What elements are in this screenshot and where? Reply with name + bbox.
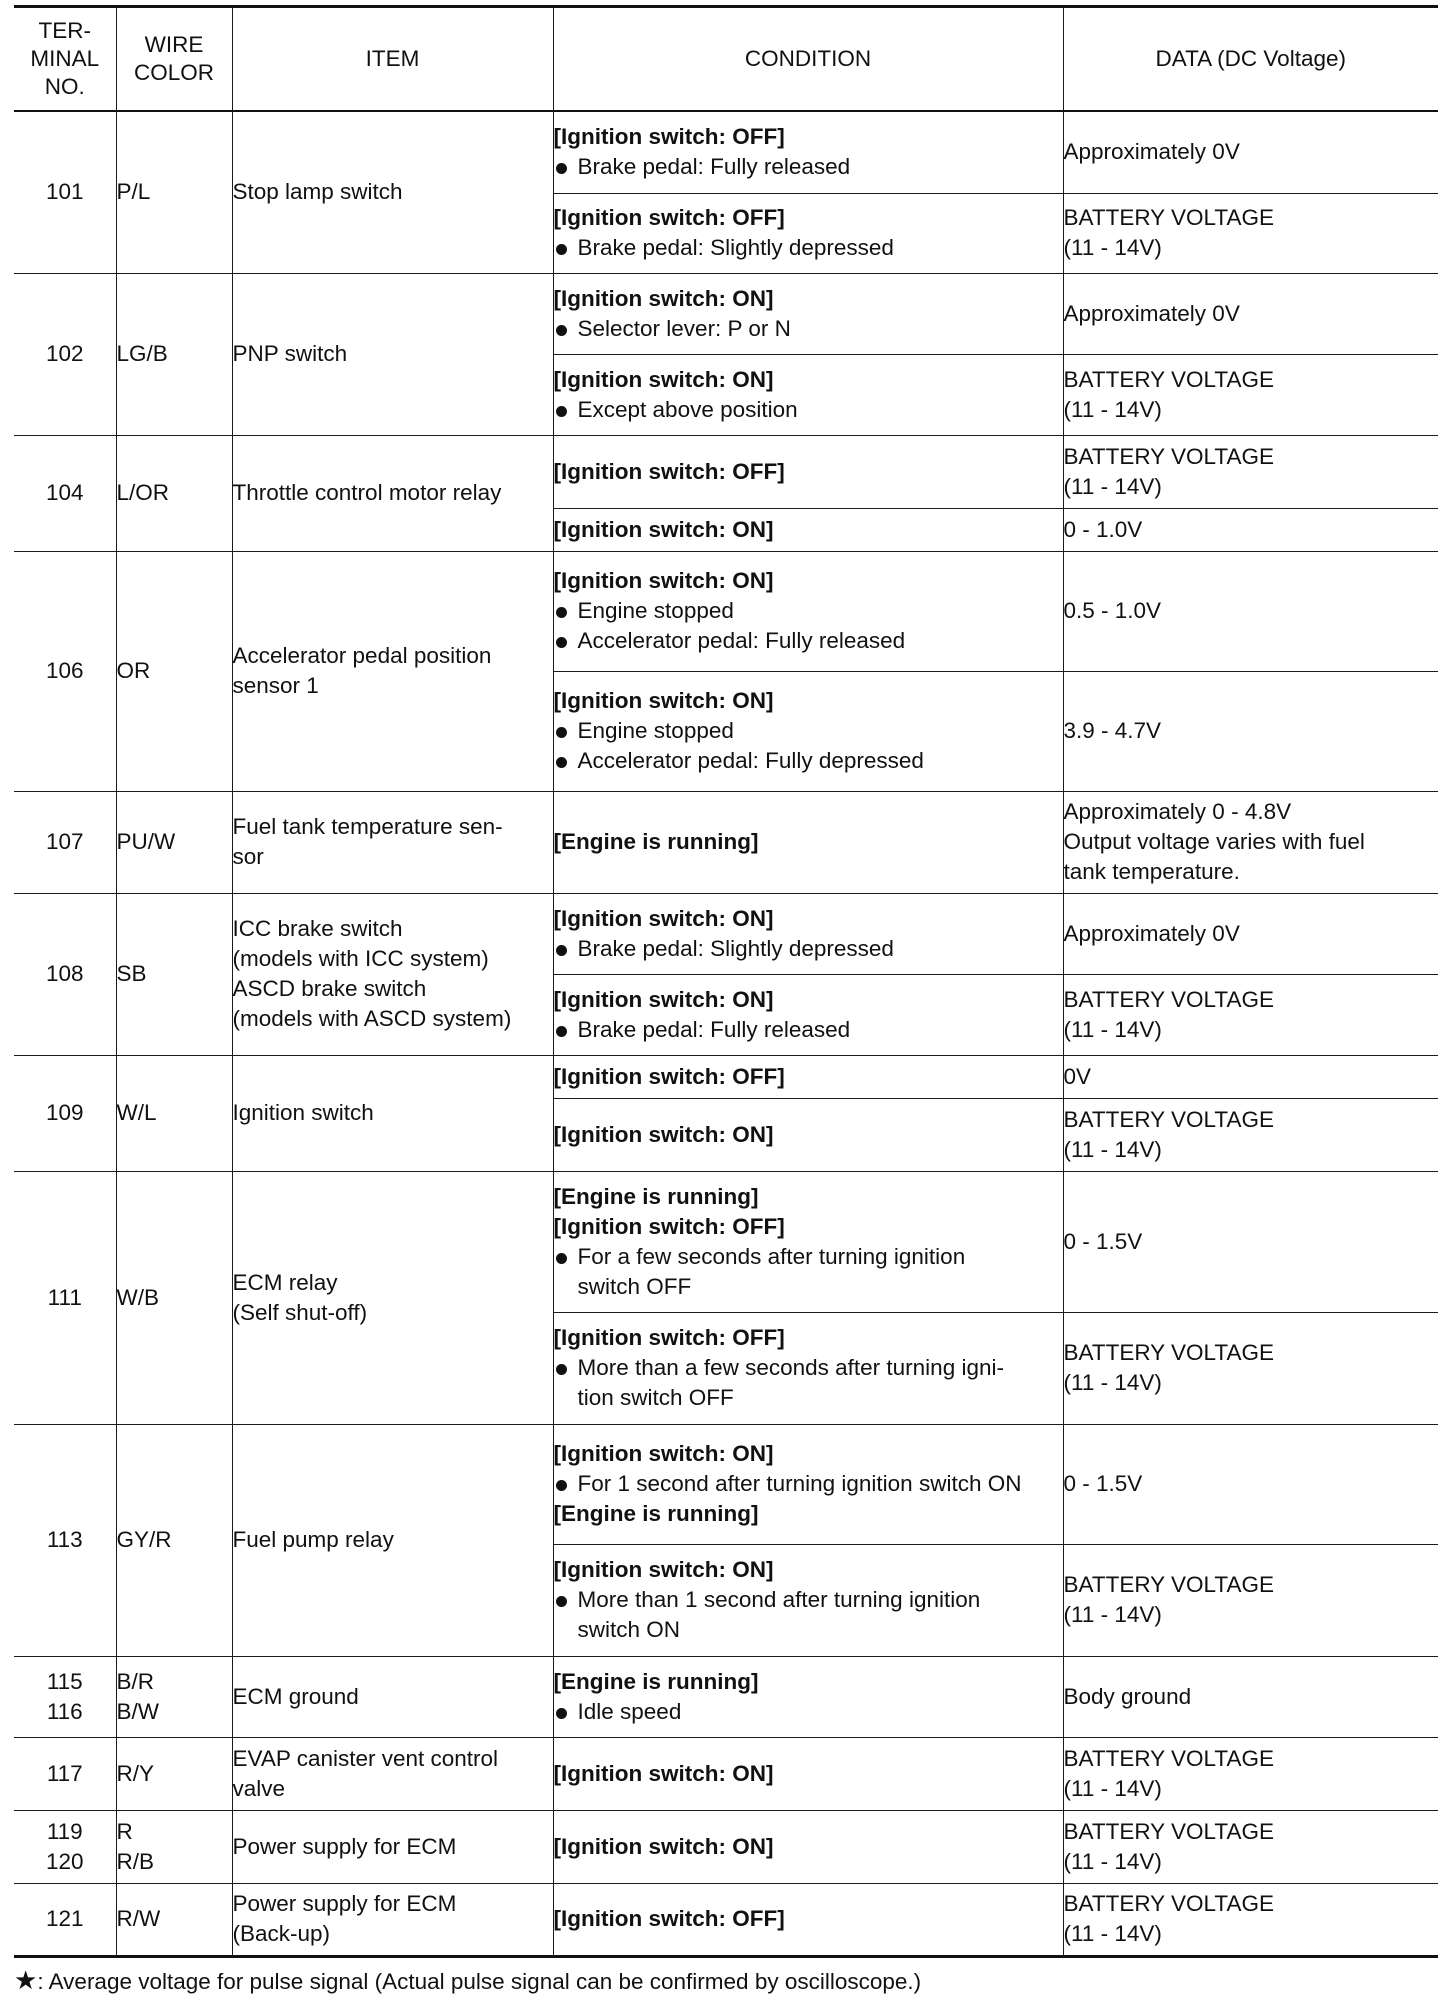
terminal-cell: 106 [14, 551, 116, 791]
item-cell [232, 893, 553, 1055]
item-line: ASCD brake switch [232, 976, 427, 1001]
item-line: Fuel tank temperature sen- [232, 814, 503, 839]
condition-bullet-line: switch OFF [577, 1273, 692, 1299]
condition-bullet: Idle speed [554, 1697, 1063, 1727]
item-cell: Throttle control motor relay [232, 435, 553, 551]
data-line: BATTERY VOLTAGE [1063, 1891, 1274, 1916]
condition-heading: [Engine is running] [553, 829, 759, 854]
condition-heading: [Ignition switch: ON] [553, 1833, 774, 1859]
data-cell: 0 - 1.5V [1063, 1424, 1438, 1544]
wire-color-cell: GY/R [116, 1424, 232, 1656]
item-line: (Self shut-off) [232, 1299, 368, 1325]
data-line: BATTERY VOLTAGE [1063, 986, 1274, 1012]
data-line: BATTERY VOLTAGE [1063, 443, 1274, 469]
data-cell: 0.5 - 1.0V [1063, 551, 1438, 671]
table-row [14, 111, 1438, 193]
header-terminal-line-1: TER- [38, 18, 91, 43]
condition-cell [553, 354, 1063, 435]
wire-color-cell: OR [116, 551, 232, 791]
condition-heading: [Ignition switch: OFF] [553, 1325, 785, 1350]
table-row [14, 1424, 1438, 1544]
condition-heading: [Ignition switch: ON] [553, 986, 774, 1012]
wire-line: R [116, 1818, 133, 1844]
condition-heading: [Engine is running] [553, 1183, 759, 1209]
item-line: (Back-up) [232, 1921, 331, 1946]
terminal-cell: 107 [14, 791, 116, 893]
item-cell: ECM ground [232, 1656, 553, 1737]
condition-bullet: Except above position [554, 395, 1063, 425]
wire-color-cell: P/L [116, 111, 232, 273]
table-row [14, 1737, 1438, 1810]
data-cell [1063, 193, 1438, 273]
data-line: BATTERY VOLTAGE [1063, 1572, 1274, 1597]
data-line: BATTERY VOLTAGE [1063, 1106, 1274, 1132]
data-cell: Approximately 0V [1063, 273, 1438, 354]
wire-line: B/R [116, 1668, 155, 1694]
condition-cell [553, 791, 1063, 893]
data-cell [1063, 435, 1438, 508]
condition-bullet-line: More than 1 second after turning ignition [577, 1587, 981, 1612]
wire-color-cell: PU/W [116, 791, 232, 893]
item-cell [232, 791, 553, 893]
condition-heading: [Ignition switch: OFF] [553, 1063, 785, 1089]
header-wire-color [116, 7, 232, 112]
data-cell [1063, 974, 1438, 1055]
terminal-cell: 113 [14, 1424, 116, 1656]
condition-bullet-line: For a few seconds after turning ignition [577, 1243, 966, 1269]
condition-heading: [Ignition switch: ON] [553, 1441, 774, 1466]
header-terminal-line-2: MINAL [30, 46, 100, 71]
condition-cell [553, 273, 1063, 354]
data-cell [1063, 1098, 1438, 1171]
item-cell: Power supply for ECM [232, 1810, 553, 1883]
condition-heading: [Ignition switch: ON] [553, 568, 774, 593]
terminal-cell [14, 1810, 116, 1883]
condition-cell [553, 1883, 1063, 1956]
condition-bullet: Brake pedal: Slightly depressed [554, 233, 1063, 263]
table-row [14, 1171, 1438, 1312]
condition-bullet: Brake pedal: Slightly depressed [554, 934, 1063, 964]
data-line: (11 - 14V) [1063, 1921, 1162, 1946]
item-cell: Ignition switch [232, 1055, 553, 1171]
condition-heading: [Ignition switch: OFF] [553, 458, 785, 484]
condition-cell [553, 1312, 1063, 1424]
header-wire-line-1: WIRE [144, 32, 204, 57]
terminal-cell: 121 [14, 1883, 116, 1956]
condition-heading: [Engine is running] [553, 1501, 759, 1526]
header-data: DATA (DC Voltage) [1063, 7, 1438, 112]
item-line: Power supply for ECM [232, 1891, 457, 1916]
condition-bullet [554, 1353, 1063, 1413]
condition-bullet [554, 1242, 1063, 1302]
table-row [14, 273, 1438, 354]
table-row [14, 1656, 1438, 1737]
data-cell [1063, 354, 1438, 435]
condition-bullet: Selector lever: P or N [554, 314, 1063, 344]
header-row [14, 7, 1438, 112]
item-line: sensor 1 [232, 673, 319, 698]
terminal-cell: 104 [14, 435, 116, 551]
condition-bullet-line: More than a few seconds after turning igni- [577, 1355, 1004, 1380]
item-line: ICC brake switch [232, 916, 403, 941]
data-line: (11 - 14V) [1063, 1602, 1162, 1627]
condition-heading: [Ignition switch: OFF] [553, 1213, 785, 1239]
header-terminal-line-3: NO. [44, 74, 85, 99]
condition-bullet-line: switch ON [577, 1617, 681, 1642]
data-line: (11 - 14V) [1063, 1848, 1162, 1874]
footnote-text: : Average voltage for pulse signal (Actual pulse signal can be confirmed by oscilloscope.) [37, 1969, 922, 1994]
data-line: BATTERY VOLTAGE [1063, 366, 1274, 392]
data-line: (11 - 14V) [1063, 1016, 1162, 1042]
condition-cell [553, 1656, 1063, 1737]
condition-bullet: Brake pedal: Fully released [554, 152, 1063, 182]
wire-color-cell [116, 1810, 232, 1883]
item-line: sor [232, 844, 264, 869]
ecm-terminal-reference-document [14, 5, 1438, 1958]
condition-heading: [Ignition switch: ON] [553, 1121, 774, 1147]
header-condition: CONDITION [553, 7, 1063, 112]
data-line: (11 - 14V) [1063, 235, 1162, 260]
footnote [14, 1965, 921, 1996]
item-line: EVAP canister vent control [232, 1745, 499, 1771]
data-cell [1063, 791, 1438, 893]
condition-cell [553, 1544, 1063, 1656]
condition-bullet: For 1 second after turning ignition switch ON [554, 1469, 1063, 1499]
header-terminal-no [14, 7, 116, 112]
data-line: BATTERY VOLTAGE [1063, 1818, 1274, 1844]
condition-heading: [Engine is running] [553, 1668, 759, 1694]
condition-heading: [Ignition switch: ON] [553, 516, 774, 542]
wire-color-cell: R/W [116, 1883, 232, 1956]
condition-heading: [Ignition switch: ON] [553, 1760, 774, 1786]
data-line: (11 - 14V) [1063, 1136, 1162, 1162]
data-cell [1063, 1810, 1438, 1883]
wire-line: B/W [116, 1698, 159, 1724]
item-cell: PNP switch [232, 273, 553, 435]
data-line: (11 - 14V) [1063, 396, 1162, 422]
terminal-line: 115 [46, 1668, 83, 1694]
data-line: (11 - 14V) [1063, 1775, 1162, 1801]
data-line: tank temperature. [1063, 859, 1240, 884]
condition-cell [553, 435, 1063, 508]
terminal-cell: 102 [14, 273, 116, 435]
terminal-cell: 117 [14, 1737, 116, 1810]
data-cell [1063, 1883, 1438, 1956]
table-row [14, 435, 1438, 508]
condition-cell [553, 1055, 1063, 1098]
condition-cell [553, 1810, 1063, 1883]
condition-cell [553, 111, 1063, 193]
item-line: (models with ICC system) [232, 946, 489, 971]
wire-line: R/B [116, 1848, 155, 1874]
condition-heading: [Ignition switch: ON] [553, 688, 774, 713]
item-cell: Fuel pump relay [232, 1424, 553, 1656]
table-header [14, 7, 1438, 112]
data-cell: 0V [1063, 1055, 1438, 1098]
condition-cell [553, 974, 1063, 1055]
star-icon: ★ [14, 1965, 38, 1995]
item-cell [232, 551, 553, 791]
wire-color-cell: SB [116, 893, 232, 1055]
data-line: Approximately 0 - 4.8V [1063, 799, 1292, 824]
wire-color-cell: W/B [116, 1171, 232, 1424]
data-line: BATTERY VOLTAGE [1063, 1745, 1274, 1771]
table-row [14, 1883, 1438, 1956]
item-cell [232, 1883, 553, 1956]
table-row [14, 893, 1438, 974]
data-cell: Approximately 0V [1063, 111, 1438, 193]
item-line: ECM relay [232, 1269, 338, 1295]
table-row [14, 551, 1438, 671]
table-body [14, 111, 1438, 1956]
data-line: BATTERY VOLTAGE [1063, 1340, 1274, 1365]
condition-cell [553, 1737, 1063, 1810]
condition-cell [553, 551, 1063, 671]
data-line: BATTERY VOLTAGE [1063, 205, 1274, 230]
condition-heading: [Ignition switch: ON] [553, 905, 774, 931]
item-cell: Stop lamp switch [232, 111, 553, 273]
item-cell [232, 1737, 553, 1810]
header-wire-line-2: COLOR [133, 60, 214, 85]
item-line: (models with ASCD system) [232, 1006, 512, 1031]
terminal-cell: 111 [14, 1171, 116, 1424]
terminal-cell: 101 [14, 111, 116, 273]
condition-heading: [Ignition switch: OFF] [553, 205, 785, 230]
condition-bullet: Accelerator pedal: Fully released [554, 626, 1063, 656]
data-cell: 0 - 1.5V [1063, 1171, 1438, 1312]
condition-cell [553, 508, 1063, 551]
wire-color-cell [116, 1656, 232, 1737]
data-line: Output voltage varies with fuel [1063, 829, 1365, 854]
condition-bullet: Engine stopped [554, 596, 1063, 626]
wire-color-cell: LG/B [116, 273, 232, 435]
condition-bullet-line: tion switch OFF [577, 1385, 734, 1410]
condition-heading: [Ignition switch: ON] [553, 1557, 774, 1582]
data-cell [1063, 1544, 1438, 1656]
terminal-line: 119 [46, 1818, 83, 1844]
wire-color-cell: R/Y [116, 1737, 232, 1810]
condition-cell [553, 1098, 1063, 1171]
terminal-cell [14, 1656, 116, 1737]
ecm-terminal-table [14, 5, 1438, 1958]
condition-cell [553, 671, 1063, 791]
item-cell [232, 1171, 553, 1424]
condition-bullet: Accelerator pedal: Fully depressed [554, 746, 1063, 776]
wire-color-cell: W/L [116, 1055, 232, 1171]
condition-cell [553, 1424, 1063, 1544]
condition-bullet: Brake pedal: Fully released [554, 1015, 1063, 1045]
terminal-cell: 109 [14, 1055, 116, 1171]
terminal-line: 116 [46, 1698, 83, 1724]
table-row [14, 791, 1438, 893]
terminal-line: 120 [45, 1848, 84, 1874]
condition-heading: [Ignition switch: OFF] [553, 1906, 785, 1931]
data-cell [1063, 1737, 1438, 1810]
header-item: ITEM [232, 7, 553, 112]
condition-bullet [554, 1585, 1063, 1645]
table-row [14, 1055, 1438, 1098]
data-cell: 3.9 - 4.7V [1063, 671, 1438, 791]
data-cell: 0 - 1.0V [1063, 508, 1438, 551]
table-row [14, 1810, 1438, 1883]
condition-heading: [Ignition switch: OFF] [553, 124, 785, 150]
item-line: valve [232, 1775, 286, 1801]
condition-heading: [Ignition switch: ON] [553, 285, 774, 311]
item-line: Accelerator pedal position [232, 643, 492, 668]
condition-bullet: Engine stopped [554, 716, 1063, 746]
condition-cell [553, 193, 1063, 273]
terminal-cell: 108 [14, 893, 116, 1055]
data-line: (11 - 14V) [1063, 473, 1162, 499]
condition-cell [553, 893, 1063, 974]
data-cell: Approximately 0V [1063, 893, 1438, 974]
data-cell: Body ground [1063, 1656, 1438, 1737]
condition-cell [553, 1171, 1063, 1312]
data-line: (11 - 14V) [1063, 1370, 1162, 1395]
wire-color-cell: L/OR [116, 435, 232, 551]
condition-heading: [Ignition switch: ON] [553, 366, 774, 392]
data-cell [1063, 1312, 1438, 1424]
